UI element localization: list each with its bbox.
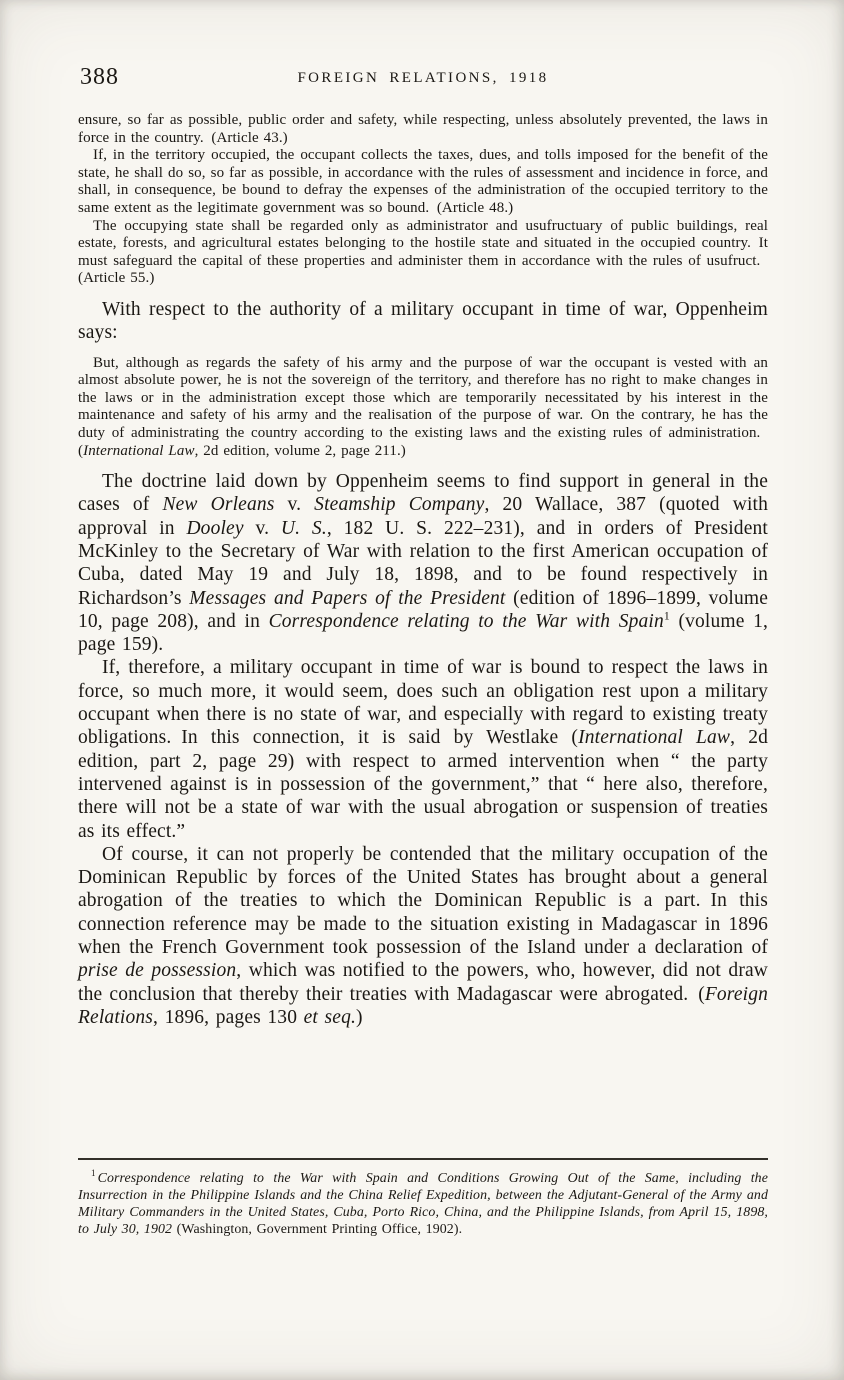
running-title: FOREIGN RELATIONS, 1918 [297,70,549,86]
excerpt-article-48: If, in the territory occupied, the occupant collects the taxes, dues, and tolls imposed for the benefit of the state, he shall do so, so far as possible, in accordance with the rules of assessment and incidence in force, and shall, in consequence, be bound to defray the expenses of the administration of the occupied territory to the same extent as the legitimate government was so bound. (Article 48.) [78,147,768,216]
case-name: Steamship Company [314,494,485,516]
work-title: Foreign Relations [78,983,768,1028]
work-title: International Law [578,727,731,749]
page-number: 388 [80,64,119,90]
footnote-1 [78,1170,768,1238]
footnote-section [78,1158,768,1238]
paragraph-doctrine [78,470,768,656]
footnote-reference: 1 [663,609,670,623]
text-segment: The doctrine laid down by Oppenheim seems to find support in general in the cases of [78,471,768,516]
text-segment: , 2d edition, volume 2, page 211.) [194,442,406,459]
text-segment: If, therefore, a military occupant in time of war is bound to respect the laws in force, so much more, it would seem, does such an obligation rest upon a military occupant when there is no state of war, and especially with regard to existing treaty obligations. In this connection, it is said by Westlake ( [78,657,768,749]
text-segment: Of course, it can not properly be contended that the military occupation of the Dominican Republic by forces of the United States has brought about a general abrogation of the treaties to which the Dominican Republic is a part. In this connection reference may be made to the situation existing in Madagascar in 1896 when the French Government took possession of the Island under a declaration of [78,843,768,959]
page-body [78,112,768,1029]
text-segment: ) [356,1006,363,1028]
case-name: U. S. [280,517,327,539]
footnote-citation: Correspondence relating to the War with Spain and Conditions Growing Out of the Same, including the Insurrection in the Philippine Islands and the China Relief Expedition, between the Adjutant-General of the Army and Military Commanders in the United States, Cuba, Porto Rico, China, and the Philippine Islands, from April 15, 1898, to July 30, 1902 [78,1171,768,1237]
case-name: New Orleans [162,494,275,516]
work-title: International Law [83,442,195,459]
footnote-marker: 1 [91,1168,96,1179]
excerpt-oppenheim-quote [78,355,768,461]
footnote-publisher: (Washington, Government Printing Office, 1902). [172,1222,463,1237]
work-title: Messages and Papers of the President [189,587,506,609]
text-segment: , 182 U. S. 222–231), and in orders of President McKinley to the Secretary of War with relation to the first American occupation of Cuba, dated May 19 and July 18, 1898, and to be found respectively in Richardson’s [78,517,768,609]
paragraph-madagascar [78,843,768,1029]
paragraph-oppenheim-intro: With respect to the authority of a military occupant in time of war, Oppenheim says: [78,298,768,344]
foreign-phrase: prise de possession [78,960,237,982]
excerpt-article-55: The occupying state shall be regarded only as administrator and usufructuary of public buildings, real estate, forests, and agricultural estates belonging to the hostile state and situated in the occupied country. It must safeguard the capital of these properties and administer them in accordance with the rules of usufruct. (Article 55.) [78,217,768,287]
text-segment: But, although as regards the safety of his army and the purpose of war the occupant is vested with an almost absolute power, he is not the sovereign of the territory, and therefore has no right to make changes in the laws or in the administration except those which are temporarily necessitated by his interest in the maintenance and safety of his army and the realisation of the purpose of war. On the contrary, he has the duty of administrating the country according to the existing laws and the existing rules of administration. ( [78,354,768,459]
text-segment: v. [274,494,315,516]
page-header [78,64,768,94]
footnote-rule [78,1158,768,1160]
text-segment: , 1896, pages 130 [153,1006,304,1028]
paragraph-westlake [78,656,768,842]
case-name: Dooley [186,517,244,539]
latin-phrase: et seq. [303,1006,356,1028]
text-segment: , 20 Wallace, 387 (quoted with approval in [78,494,768,539]
text-segment: , which was notified to the powers, who, however, did not draw the conclusion that thereby their treaties with Madagascar were abrogated. ( [78,960,769,1005]
work-title: Correspondence relating to the War with Spain [268,610,664,632]
text-segment: , 2d edition, part 2, page 29) with respect to armed intervention when “ the party intervened against is in possession of the government,” that “ here also, therefore, there will not be a state of war with the usual abrogation or suspension of treaties as its effect.” [78,727,768,842]
text-segment: (volume 1, page 159). [78,610,769,656]
excerpt-article-43: ensure, so far as possible, public order and safety, while respecting, unless absolutely prevented, the laws in force in the country. (Article 43.) [78,112,768,146]
text-segment: (edition of 1896–1899, volume 10, page 208), and in [78,587,769,632]
text-segment: v. [243,517,281,539]
